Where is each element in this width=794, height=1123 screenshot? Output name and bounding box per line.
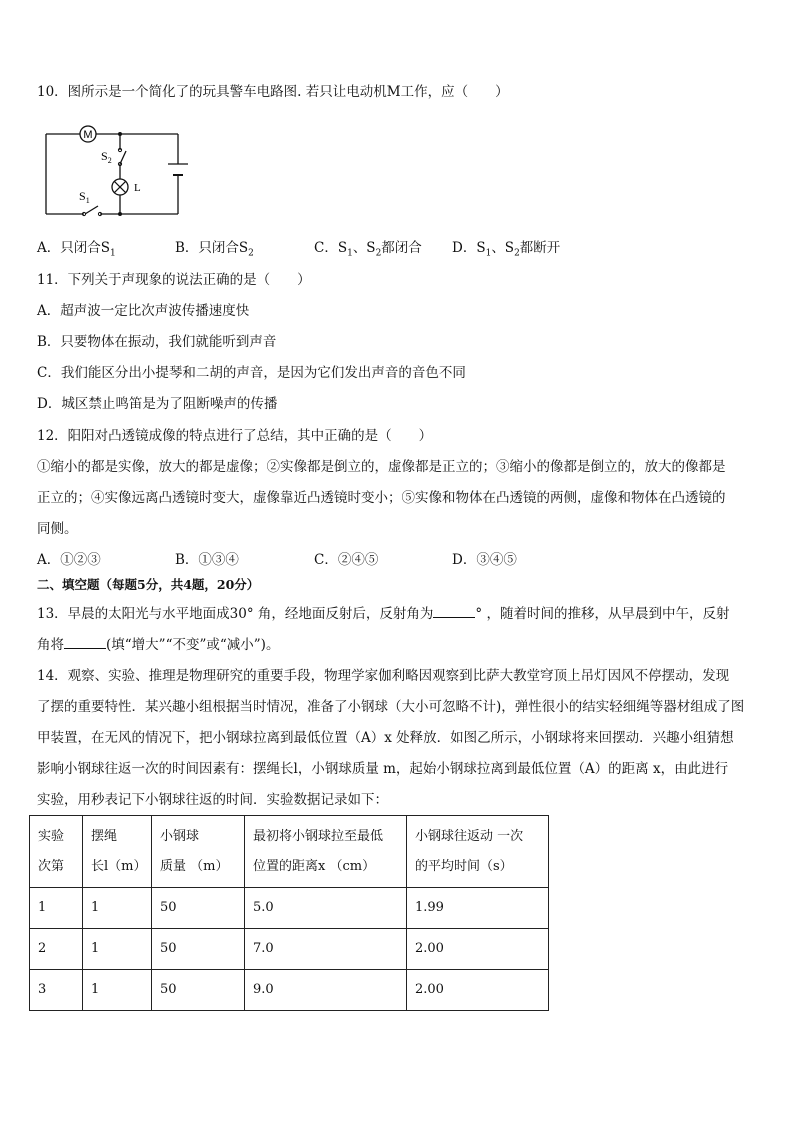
s2-label: $S_2$ [101, 149, 112, 165]
q12-body-line3: 同侧。 [37, 521, 78, 537]
table-cell: 9.0 [245, 970, 407, 1011]
header-cell-mass: 小钢球 质量 （m） [152, 816, 245, 888]
s2-switch-blade [120, 151, 126, 164]
table-cell: 1.99 [407, 888, 549, 929]
q12-stem: 12．阳阳对凸透镜成像的特点进行了总结，其中正确的是（ ） [37, 428, 433, 444]
table-cell: 2.00 [407, 970, 549, 1011]
q12-body-line2: 正立的；④实像远离凸透镜时变大，虚像靠近凸透镜时变小；⑤实像和物体在凸透镜的两侧，虚像和物体在凸透镜的 [37, 490, 726, 506]
header-cell-length: 摆绳 长l（m） [83, 816, 152, 888]
motor-label: M [83, 129, 93, 141]
q12-body-line1: ①缩小的都是实像，放大的都是虚像；②实像都是倒立的，虚像都是正立的；③缩小的像都是倒立的，放大的像都是 [37, 459, 726, 475]
q14-line2: 了摆的重要特性．某兴趣小组根据当时情况，准备了小钢球（大小可忽略不计)，弹性很小的结实轻细绳等器材组成了图 [37, 699, 745, 715]
lamp-label: L [134, 182, 141, 194]
circuit-diagram [40, 120, 190, 220]
table-row [30, 929, 549, 970]
q11-option-a[interactable]: A．超声波一定比次声波传播速度快 [37, 303, 250, 319]
q10-option-d[interactable]: D．$S_1$、$S_2$都断开 [452, 240, 561, 259]
section-heading-fill-in: 二、填空题（每题5分，共4题，20分） [37, 577, 260, 592]
experiment-data-table [29, 815, 549, 1011]
s1-switch-blade [85, 206, 98, 214]
table-header-row [30, 816, 549, 888]
q13-blank-1[interactable] [433, 603, 475, 618]
table-cell: 1 [83, 970, 152, 1011]
header-cell-distance: 最初将小钢球拉至最低 位置的距离x （cm） [245, 816, 407, 888]
header-cell-trial: 实验 次第 [30, 816, 83, 888]
q12-option-a[interactable]: A．①②③ [37, 552, 101, 568]
table-cell: 3 [30, 970, 83, 1011]
q11-stem: 11．下列关于声现象的说法正确的是（ ） [37, 272, 311, 288]
q14-line5: 实验，用秒表记下小钢球往返的时间．实验数据记录如下： [37, 792, 388, 808]
q14-line4: 影响小钢球往返一次的时间因素有：摆绳长l，小钢球质量 m，起始小钢球拉离到最低位置（A）的距离 x，由此进行 [37, 761, 729, 777]
table-cell: 50 [152, 929, 245, 970]
q13-line1: 13．早晨的太阳光与水平地面成30° 角，经地面反射后，反射角为 ° ，随着时间的推移，从早晨到中午，反射 [37, 603, 729, 624]
s1-label: $S_1$ [79, 189, 90, 205]
table-cell: 5.0 [245, 888, 407, 929]
table-cell: 1 [83, 888, 152, 929]
q12-option-b[interactable]: B．①③④ [175, 552, 239, 568]
q11-option-d[interactable]: D．城区禁止鸣笛是为了阻断噪声的传播 [37, 396, 278, 412]
q10-option-b[interactable]: B．只闭合$S_2$ [175, 240, 254, 259]
q11-option-b[interactable]: B．只要物体在振动，我们就能听到声音 [37, 334, 277, 350]
table-cell: 50 [152, 970, 245, 1011]
q12-option-c[interactable]: C．②④⑤ [314, 552, 379, 568]
table-cell: 2.00 [407, 929, 549, 970]
q12-option-d[interactable]: D．③④⑤ [452, 552, 517, 568]
table-cell: 50 [152, 888, 245, 929]
table-cell: 1 [83, 929, 152, 970]
q14-line1: 14．观察、实验、推理是物理研究的重要手段，物理学家伽利略因观察到比萨大教堂穹顶上吊灯因风不停摆动，发现 [37, 668, 730, 684]
q10-stem: 10．图所示是一个简化了的玩具警车电路图. 若只让电动机M工作，应（ ） [37, 84, 509, 100]
table-row [30, 888, 549, 929]
table-cell: 7.0 [245, 929, 407, 970]
header-cell-time: 小钢球往返动 一次 的平均时间（s） [407, 816, 549, 888]
table-cell: 2 [30, 929, 83, 970]
q10-option-a[interactable]: A．只闭合$S_1$ [37, 240, 116, 259]
q14-line3: 甲装置，在无风的情况下，把小钢球拉离到最低位置（A）x 处释放．如图乙所示，小钢球将来回摆动．兴趣小组猜想 [37, 730, 734, 746]
q11-option-c[interactable]: C．我们能区分出小提琴和二胡的声音，是因为它们发出声音的音色不同 [37, 365, 466, 381]
q10-option-c[interactable]: C．$S_1$、$S_2$都闭合 [314, 240, 422, 259]
table-cell: 1 [30, 888, 83, 929]
table-row [30, 970, 549, 1011]
q13-line2: 角将 (填“增大”“不变”或“减小”)。 [37, 634, 279, 655]
q13-blank-2[interactable] [64, 634, 106, 649]
